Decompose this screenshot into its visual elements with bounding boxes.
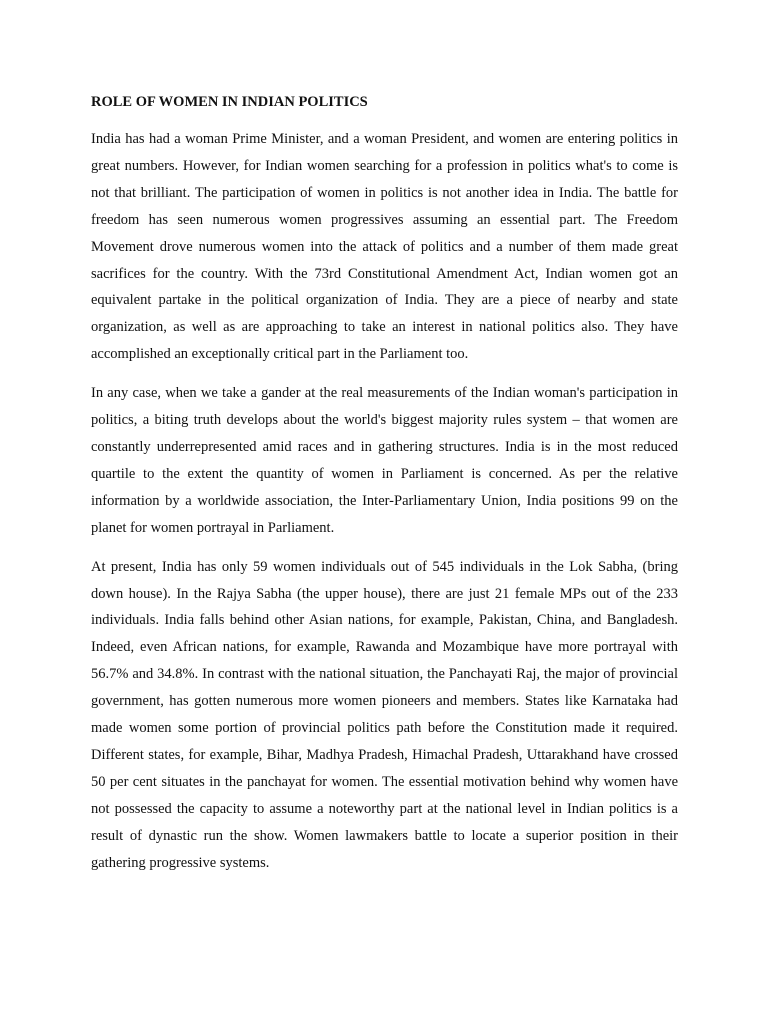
paragraph-2: In any case, when we take a gander at the real measurements of the Indian woman's participation in politics, a biting truth develops about the world's biggest majority rules system – that women are constantly underrepresented amid races and in gathering structures. India is in the most reduced quartile to the extent the quantity of women in Parliament is concerned. As per the relative information by a worldwide association, the Inter-Parliamentary Union, India positions 99 on the planet for women portrayal in Parliament.	[91, 385, 678, 536]
document-body	[91, 92, 678, 876]
paragraph-1: India has had a woman Prime Minister, and a woman President, and women are entering politics in great numbers. However, for Indian women searching for a profession in politics what's to come is not that brilliant. The participation of women in politics is not another idea in India. The battle for freedom has seen numerous women progressives assuming an essential part. The Freedom Movement drove numerous women into the attack of politics and a number of them made great sacrifices for the country. With the 73rd Constitutional Amendment Act, Indian women got an equivalent partake in the political organization of India. They are a piece of nearby and state organization, as well as are approaching to take an interest in national politics also. They have accomplished an exceptionally critical part in the Parliament too.	[91, 131, 678, 363]
document-title: ROLE OF WOMEN IN INDIAN POLITICS	[91, 94, 368, 110]
paragraph-3: At present, India has only 59 women individuals out of 545 individuals in the Lok Sabha, (bring down house). In the Rajya Sabha (the upper house), there are just 21 female MPs out of the 233 individuals. India falls behind other Asian nations, for example, Pakistan, China, and Bangladesh. Indeed, even African nations, for example, Rawanda and Mozambique have more portrayal with 56.7% and 34.8%. In contrast with the national situation, the Panchayati Raj, the major of provincial government, has gotten numerous more women pioneers and members. States like Karnataka had made women some portion of provincial politics path before the Constitution made it required. Different states, for example, Bihar, Madhya Pradesh, Himachal Pradesh, Uttarakhand have crossed 50 per cent situates in the panchayat for women. The essential motivation behind why women have not possessed the capacity to assume a noteworthy part at the national level in Indian politics is a result of dynastic run the show. Women lawmakers battle to locate a superior position in their gathering progressive systems.	[91, 558, 678, 871]
